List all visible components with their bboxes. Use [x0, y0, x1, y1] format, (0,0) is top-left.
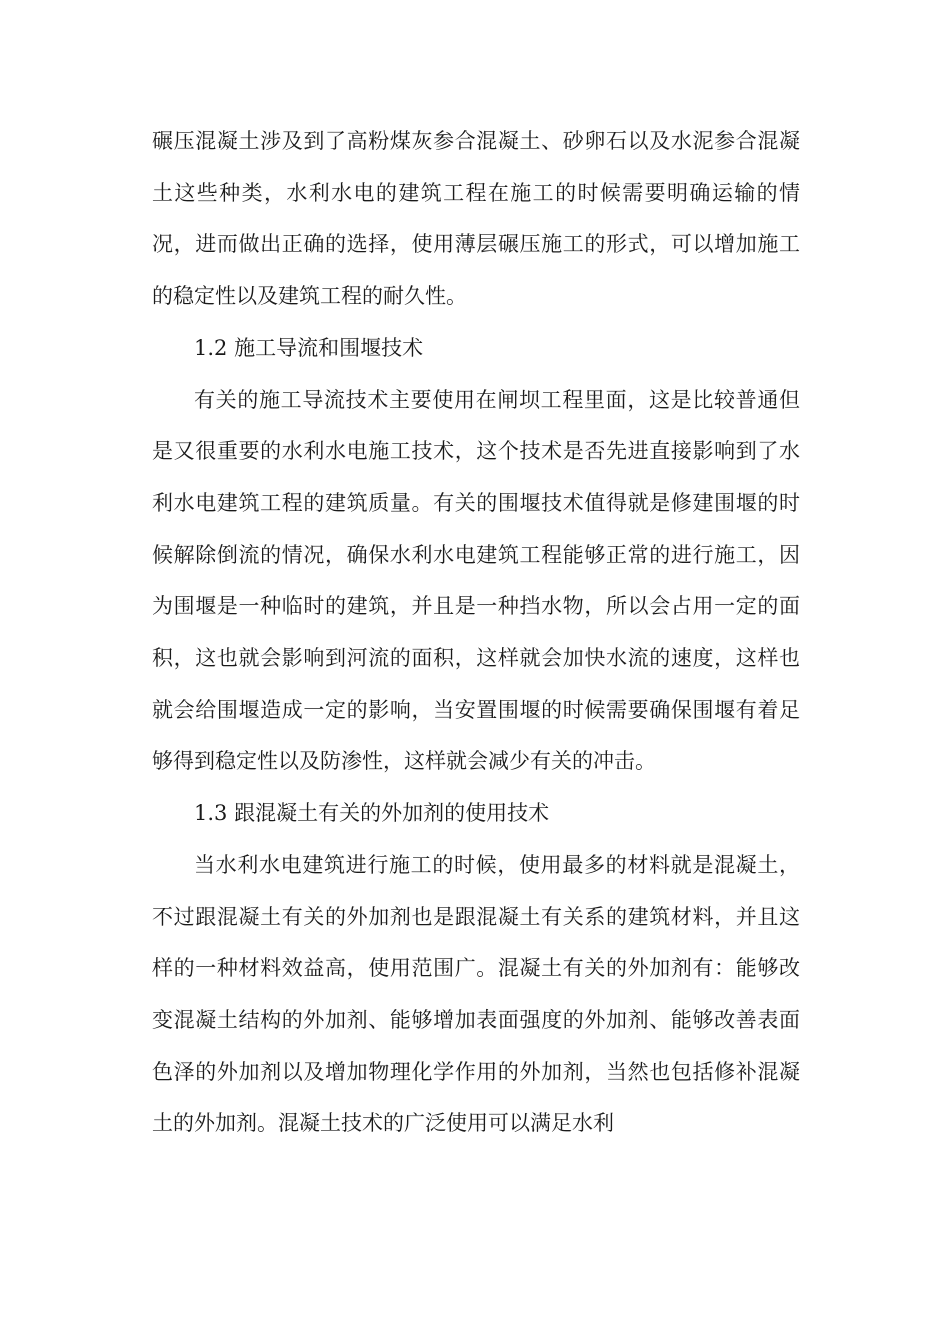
document-body: [152, 116, 800, 1150]
paragraph-admixtures: 当水利水电建筑进行施工的时候，使用最多的材料就是混凝土，不过跟混凝土有关的外加剂也是跟混凝土有关系的建筑材料，并且这样的一种材料效益高，使用范围广。混凝土有关的外加剂有：能够改变混凝土结构的外加剂、能够增加表面强度的外加剂、能够改善表面色泽的外加剂以及增加物理化学作用的外加剂，当然也包括修补混凝土的外加剂。混凝土技术的广泛使用可以满足水利: [152, 852, 800, 1136]
section-heading-1-2: 1.2 施工导流和围堰技术: [194, 335, 424, 360]
section-heading-1-3: 1.3 跟混凝土有关的外加剂的使用技术: [194, 801, 550, 826]
paragraph-diversion-cofferdam: 有关的施工导流技术主要使用在闸坝工程里面，这是比较普通但是又很重要的水利水电施工技术，这个技术是否先进直接影响到了水利水电建筑工程的建筑质量。有关的围堰技术值得就是修建围堰的时候解除倒流的情况，确保水利水电建筑工程能够正常的进行施工，因为围堰是一种临时的建筑，并且是一种挡水物，所以会占用一定的面积，这也就会影响到河流的面积，这样就会加快水流的速度，这样也就会给围堰造成一定的影响，当安置围堰的时候需要确保围堰有着足够得到稳定性以及防渗性，这样就会减少有关的冲击。: [152, 387, 800, 774]
paragraph-concrete-types: 碾压混凝土涉及到了高粉煤灰参合混凝土、砂卵石以及水泥参合混凝土这些种类，水利水电的建筑工程在施工的时候需要明确运输的情况，进而做出正确的选择，使用薄层碾压施工的形式，可以增加施工的稳定性以及建筑工程的耐久性。: [152, 129, 800, 309]
